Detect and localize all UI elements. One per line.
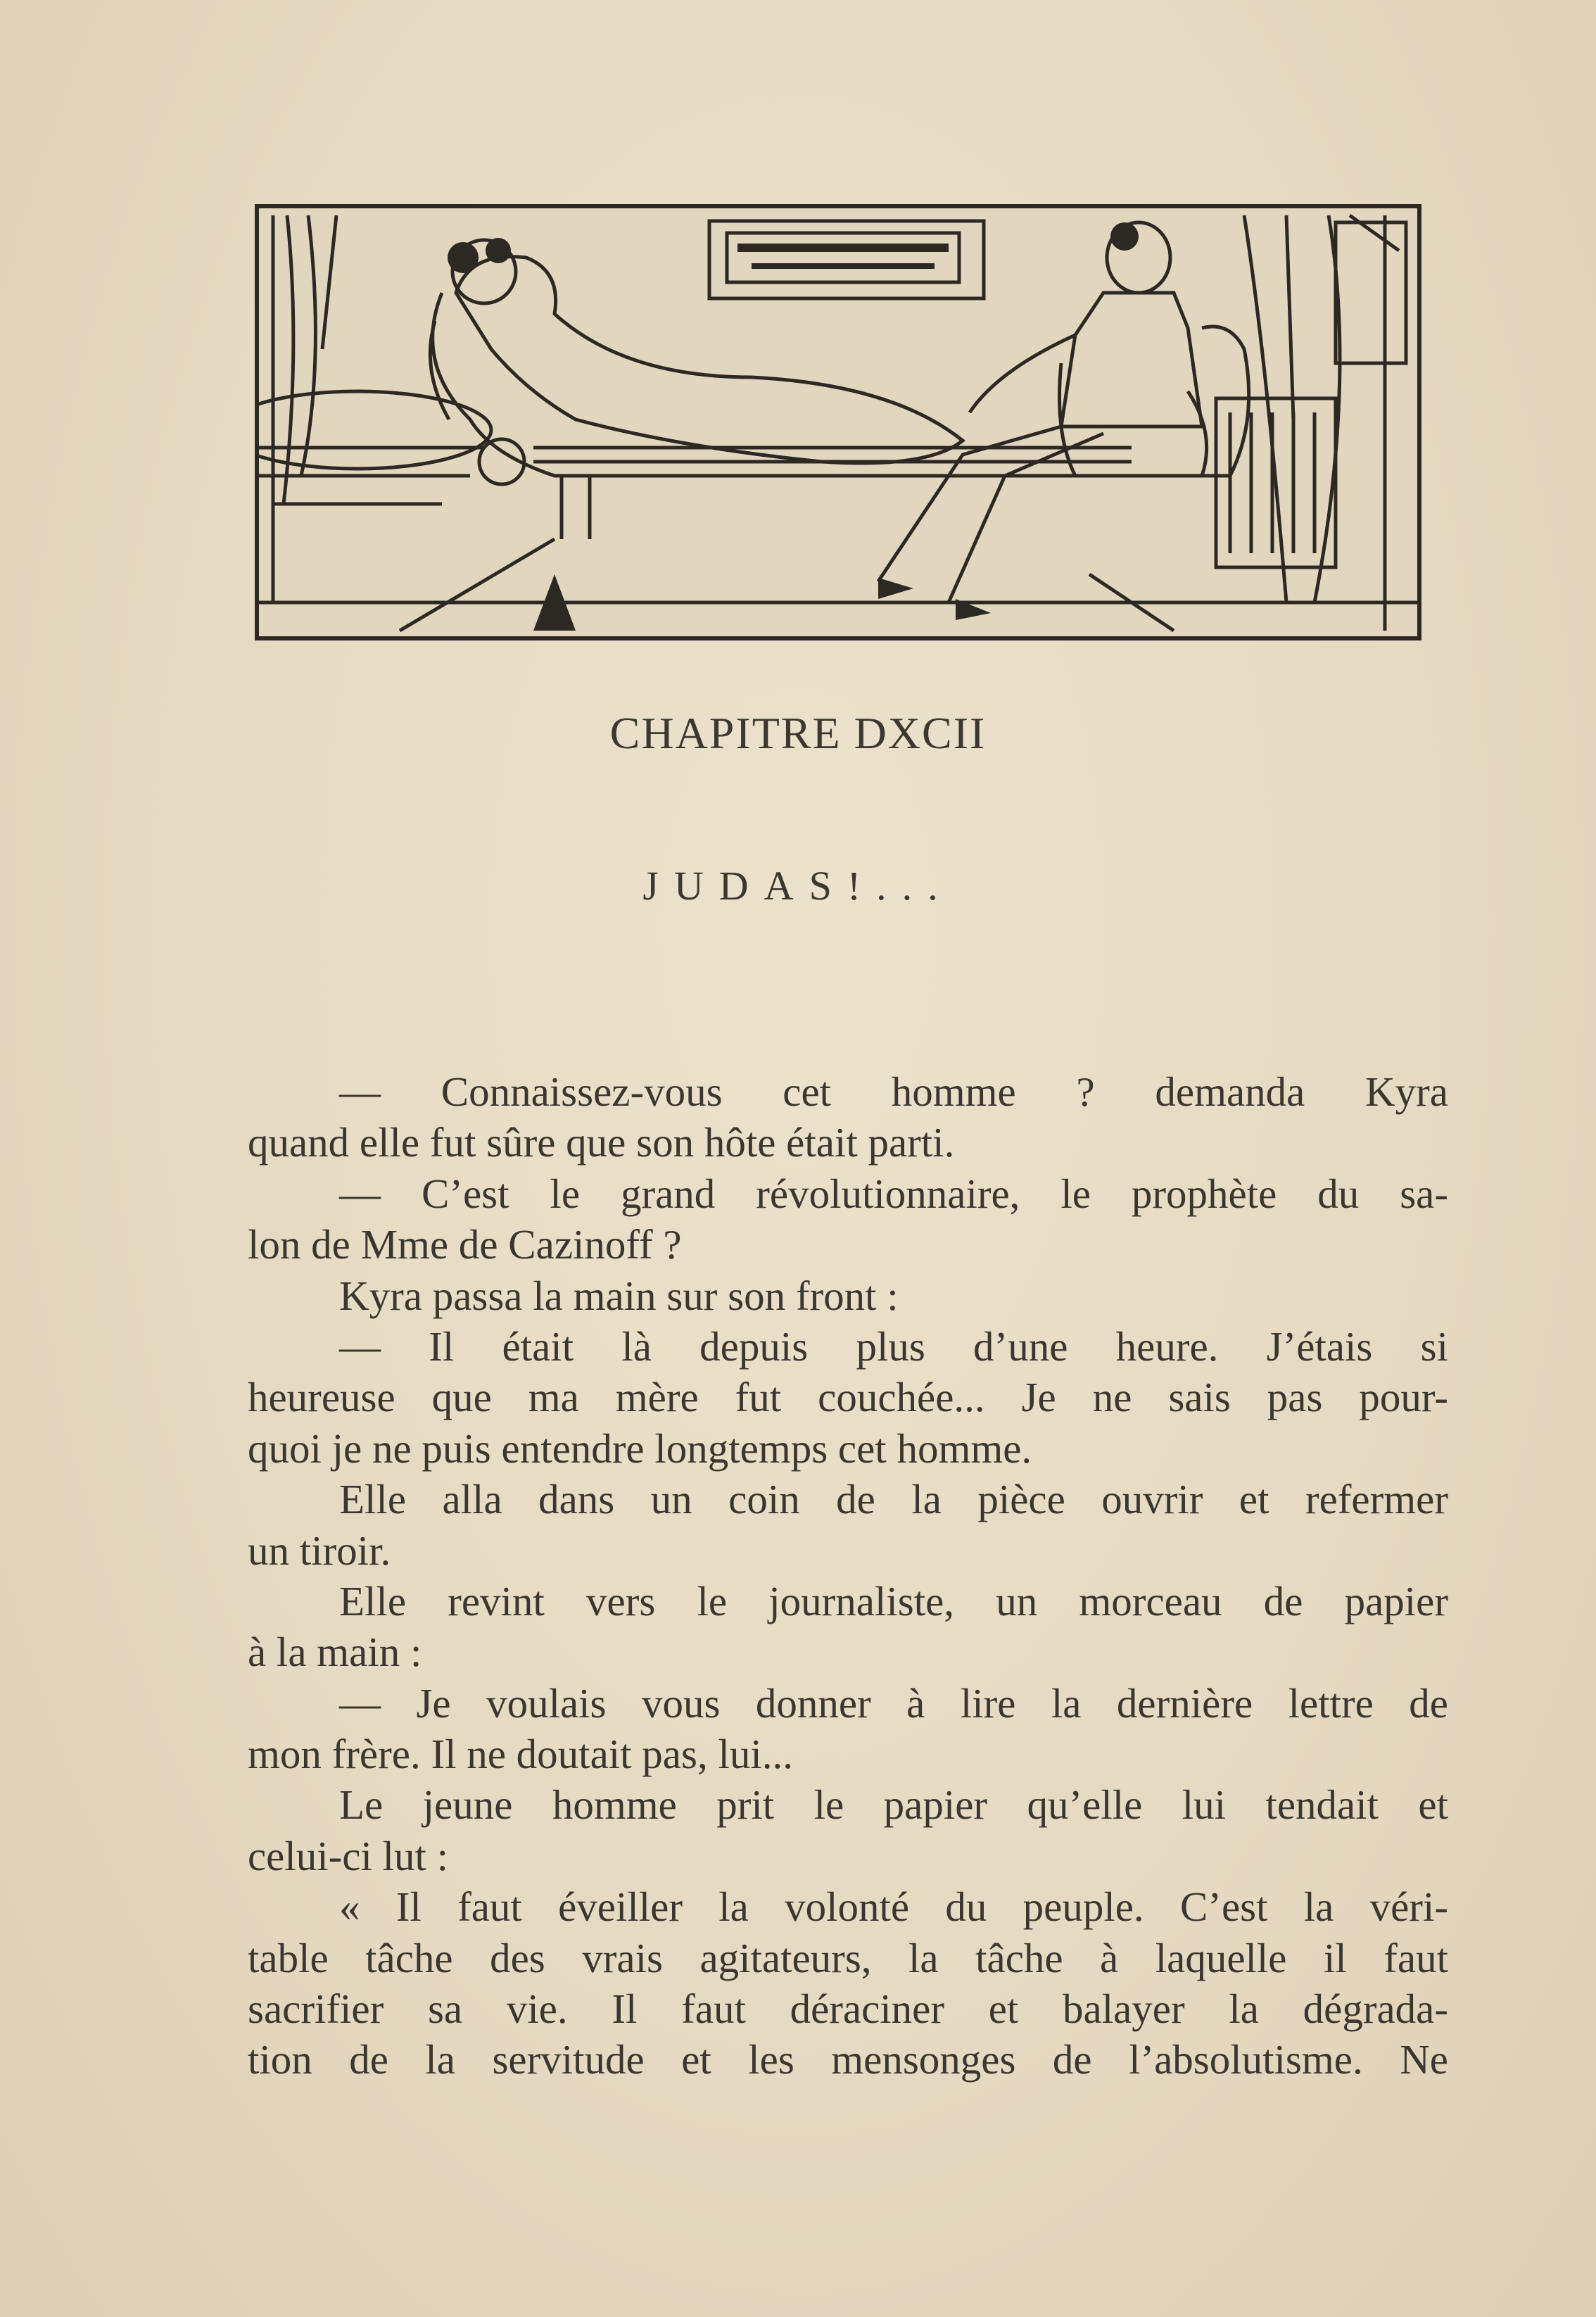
text-line: à la main : [248,1629,422,1676]
engraving-illustration [255,204,1421,640]
text-line: « Il faut éveiller la volonté du peuple. C’est la véri- [339,1883,1448,1931]
text-line: — Il était là depuis plus d’une heure. J’étais si [339,1322,1448,1370]
text-line: Kyra passa la main sur son front : [339,1272,899,1319]
text-line: lon de Mme de Cazinoff ? [248,1221,682,1268]
text-line: — Je voulais vous donner à lire la dernière lettre de [339,1679,1448,1726]
text-line: celui-ci lut : [248,1832,449,1879]
text-line: Elle alla dans un coin de la pièce ouvrir et refermer [339,1476,1448,1523]
text-line: heureuse que ma mère fut couchée... Je ne sais pas pour- [248,1374,1448,1421]
text-line: tion de la servitude et les mensonges de l’absolutisme. Ne [248,2036,1448,2083]
text-line: table tâche des vrais agitateurs, la tâche à laquelle il faut [248,1934,1448,1981]
text-line: quand elle fut sûre que son hôte était parti. [248,1119,955,1166]
engraving-drawing [259,208,1417,636]
text-line: Le jeune homme prit le papier qu’elle lui tendait et [339,1781,1448,1829]
text-line: un tiroir. [248,1527,391,1574]
text-line: mon frère. Il ne doutait pas, lui... [248,1731,793,1778]
text-line: Elle revint vers le journaliste, un morceau de papier [339,1577,1448,1624]
text-line: quoi je ne puis entendre longtemps cet homme. [248,1425,1032,1472]
text-line: — C’est le grand révolutionnaire, le prophète du sa- [339,1170,1448,1217]
chapter-subtitle: JUDAS!... [642,863,954,909]
chapter-title: CHAPITRE DXCII [609,708,987,758]
body-text [248,1066,1448,2085]
text-line: sacrifier sa vie. Il faut déraciner et balayer la dégrada- [248,1985,1448,2033]
text-line: — Connaissez-vous cet homme ? demanda Kyra [339,1068,1448,1115]
